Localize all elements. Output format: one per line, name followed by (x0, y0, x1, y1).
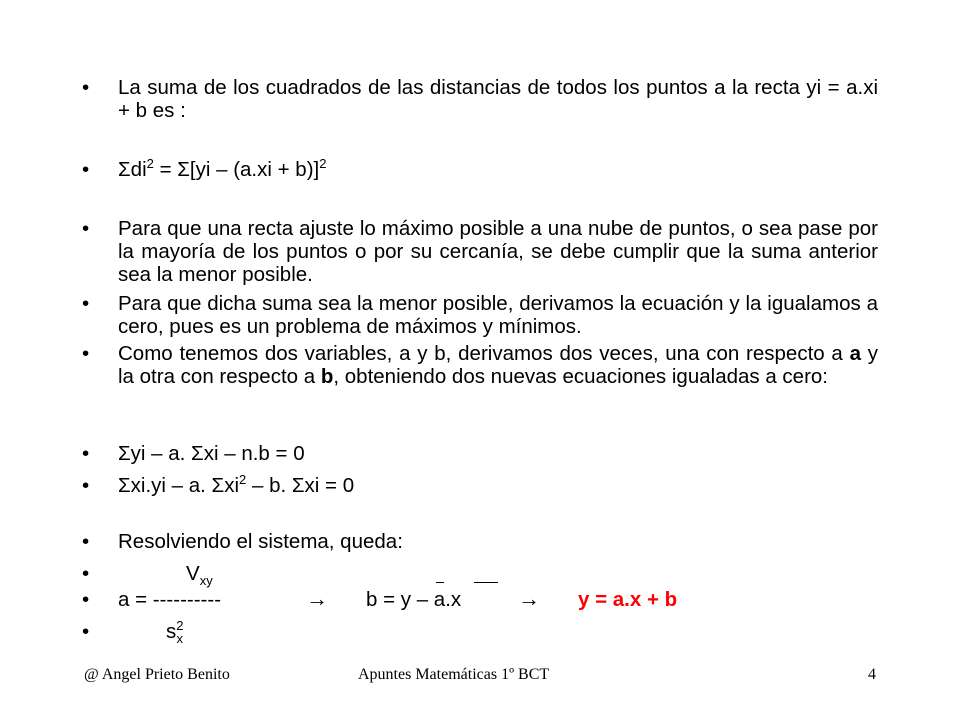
bullet-dot: • (82, 562, 90, 585)
bullet-text: Resolviendo el sistema, queda: (118, 530, 403, 553)
bullet-dot: • (82, 292, 90, 315)
bullet-text: Como tenemos dos variables, a y b, derivamos dos veces, una con respecto a a y la otra con respecto a b, obteniendo dos nuevas ecuaciones igualadas a cero: (118, 342, 878, 388)
mean-y-bar (436, 582, 444, 583)
bullet-dot: • (82, 442, 90, 465)
mean-x-bar (474, 582, 498, 583)
formula-a: a = ---------- (118, 588, 222, 611)
regression-line-result: y = a.x + b (578, 588, 678, 611)
numerator-covariance: $V_{xy}$ (186, 562, 213, 588)
arrow-right-icon: → (306, 586, 328, 611)
bullet-text: Para que una recta ajuste lo máximo posible a una nube de puntos, o sea pase por la mayoría de los puntos o por su cercanía, se debe cumplir que la suma anterior sea la menor posible. (118, 217, 878, 286)
bullet-text: La suma de los cuadrados de las distancias de todos los puntos a la recta yi = a.xi + b es : (118, 76, 878, 122)
bullet-text: Para que dicha suma sea la menor posible, derivamos la ecuación y la igualamos a cero, pues es un problema de máximos y mínimos. (118, 292, 878, 338)
footer-title: Apuntes Matemáticas 1º BCT (358, 666, 550, 683)
bullet-dot: • (82, 158, 90, 181)
footer-page-number: 4 (868, 666, 876, 683)
bullet-dot: • (82, 588, 90, 611)
formula-sum-di: Σdi$^2$ = Σ[yi – (a.xi + b)]$^2$ (118, 156, 327, 181)
bullet-dot: • (82, 530, 90, 553)
equation-1: Σyi – a. Σxi – n.b = 0 (118, 442, 305, 465)
arrow-right-icon: → (518, 586, 540, 611)
bullet-dot: • (82, 217, 90, 240)
footer-author: @ Angel Prieto Benito (84, 666, 230, 683)
formula-b: b = y – a.x (366, 588, 462, 611)
denominator-variance: $s^2_x$ (166, 618, 184, 646)
bullet-dot: • (82, 342, 90, 365)
bullet-dot: • (82, 474, 90, 497)
equation-2: Σxi.yi – a. Σxi$^2$ – b. Σxi = 0 (118, 472, 355, 497)
bullet-dot: • (82, 620, 90, 643)
bullet-dot: • (82, 76, 90, 99)
